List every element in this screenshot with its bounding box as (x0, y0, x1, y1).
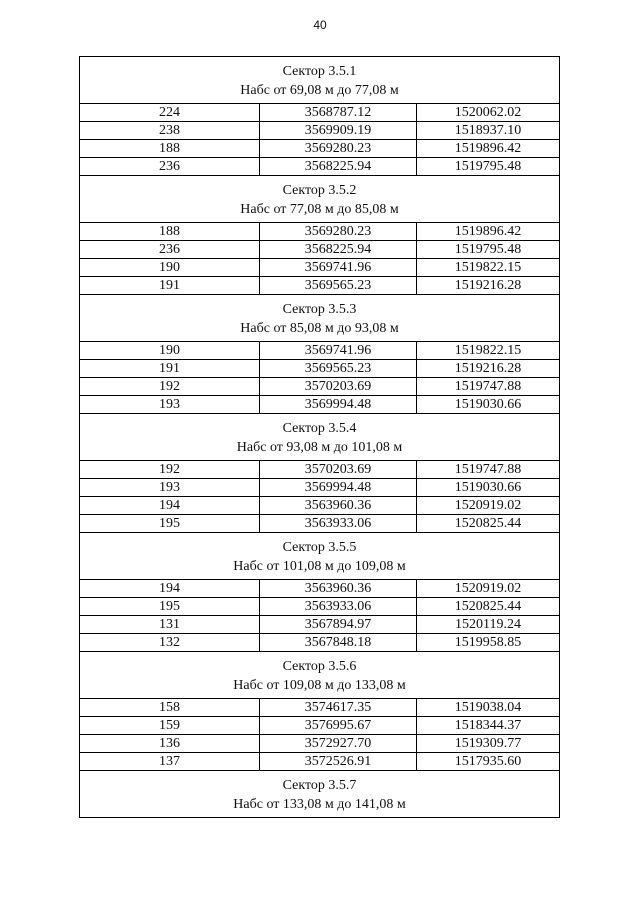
point-number-cell: 136 (80, 735, 260, 753)
x-coordinate-cell: 3568225.94 (260, 241, 417, 259)
table-row (80, 259, 560, 277)
x-coordinate-cell: 3570203.69 (260, 378, 417, 396)
sector-elevation-range: Набс от 69,08 м до 77,08 м (240, 82, 399, 98)
sector-elevation-range: Набс от 109,08 м до 133,08 м (233, 677, 406, 693)
table-row (80, 699, 560, 717)
sector-header (80, 771, 560, 818)
x-coordinate-cell: 3563933.06 (260, 598, 417, 616)
point-number-cell: 236 (80, 158, 260, 176)
x-coordinate-cell: 3569994.48 (260, 479, 417, 497)
sector-header-row (80, 414, 560, 461)
table-row (80, 753, 560, 771)
point-number-cell: 224 (80, 104, 260, 122)
x-coordinate-cell: 3568225.94 (260, 158, 417, 176)
y-coordinate-cell: 1518344.37 (417, 717, 560, 735)
x-coordinate-cell: 3569565.23 (260, 277, 417, 295)
table-row (80, 396, 560, 414)
sector-header-row (80, 652, 560, 699)
y-coordinate-cell: 1519030.66 (417, 396, 560, 414)
y-coordinate-cell: 1519747.88 (417, 378, 560, 396)
sector-header-row (80, 295, 560, 342)
sector-elevation-range: Набс от 93,08 м до 101,08 м (236, 439, 403, 455)
y-coordinate-cell: 1519038.04 (417, 699, 560, 717)
y-coordinate-cell: 1519216.28 (417, 360, 560, 378)
sector-header (80, 176, 560, 223)
x-coordinate-cell: 3569280.23 (260, 140, 417, 158)
point-number-cell: 195 (80, 515, 260, 533)
point-number-cell: 188 (80, 140, 260, 158)
y-coordinate-cell: 1517935.60 (417, 753, 560, 771)
table-row (80, 360, 560, 378)
y-coordinate-cell: 1520119.24 (417, 616, 560, 634)
table-row (80, 497, 560, 515)
point-number-cell: 236 (80, 241, 260, 259)
coordinates-table (79, 56, 560, 818)
sector-title: Сектор 3.5.7 (282, 777, 357, 793)
point-number-cell: 137 (80, 753, 260, 771)
x-coordinate-cell: 3569741.96 (260, 342, 417, 360)
table-row (80, 342, 560, 360)
point-number-cell: 188 (80, 223, 260, 241)
y-coordinate-cell: 1519795.48 (417, 241, 560, 259)
table-row (80, 122, 560, 140)
table-row (80, 241, 560, 259)
y-coordinate-cell: 1519896.42 (417, 223, 560, 241)
point-number-cell: 194 (80, 580, 260, 598)
point-number-cell: 191 (80, 277, 260, 295)
y-coordinate-cell: 1519822.15 (417, 342, 560, 360)
sector-header-row (80, 771, 560, 818)
y-coordinate-cell: 1520919.02 (417, 497, 560, 515)
table-row (80, 616, 560, 634)
table-row (80, 634, 560, 652)
sector-title: Сектор 3.5.6 (282, 658, 357, 674)
table-row (80, 735, 560, 753)
sector-title: Сектор 3.5.3 (282, 301, 357, 317)
sector-header (80, 57, 560, 104)
table-row (80, 277, 560, 295)
point-number-cell: 195 (80, 598, 260, 616)
x-coordinate-cell: 3570203.69 (260, 461, 417, 479)
y-coordinate-cell: 1520825.44 (417, 515, 560, 533)
x-coordinate-cell: 3567894.97 (260, 616, 417, 634)
x-coordinate-cell: 3569909.19 (260, 122, 417, 140)
page-number: 40 (313, 18, 327, 32)
y-coordinate-cell: 1519309.77 (417, 735, 560, 753)
sector-title: Сектор 3.5.4 (282, 420, 357, 436)
sector-header (80, 414, 560, 461)
x-coordinate-cell: 3569565.23 (260, 360, 417, 378)
x-coordinate-cell: 3567848.18 (260, 634, 417, 652)
table-row (80, 378, 560, 396)
x-coordinate-cell: 3572927.70 (260, 735, 417, 753)
point-number-cell: 194 (80, 497, 260, 515)
x-coordinate-cell: 3563933.06 (260, 515, 417, 533)
table-row (80, 158, 560, 176)
point-number-cell: 131 (80, 616, 260, 634)
table-row (80, 104, 560, 122)
point-number-cell: 238 (80, 122, 260, 140)
table-row (80, 717, 560, 735)
point-number-cell: 193 (80, 396, 260, 414)
sector-title: Сектор 3.5.5 (282, 539, 357, 555)
point-number-cell: 192 (80, 461, 260, 479)
x-coordinate-cell: 3568787.12 (260, 104, 417, 122)
sector-elevation-range: Набс от 101,08 м до 109,08 м (233, 558, 406, 574)
table-row (80, 461, 560, 479)
y-coordinate-cell: 1520919.02 (417, 580, 560, 598)
y-coordinate-cell: 1519795.48 (417, 158, 560, 176)
table-row (80, 580, 560, 598)
sector-header (80, 652, 560, 699)
y-coordinate-cell: 1519747.88 (417, 461, 560, 479)
sector-header-row (80, 533, 560, 580)
sector-title: Сектор 3.5.2 (282, 182, 357, 198)
sector-header-row (80, 176, 560, 223)
y-coordinate-cell: 1519896.42 (417, 140, 560, 158)
point-number-cell: 193 (80, 479, 260, 497)
table-row (80, 515, 560, 533)
point-number-cell: 192 (80, 378, 260, 396)
point-number-cell: 159 (80, 717, 260, 735)
table-row (80, 223, 560, 241)
sector-header (80, 295, 560, 342)
table-row (80, 140, 560, 158)
y-coordinate-cell: 1518937.10 (417, 122, 560, 140)
x-coordinate-cell: 3574617.35 (260, 699, 417, 717)
coordinates-table-body (80, 57, 560, 818)
sector-title: Сектор 3.5.1 (282, 63, 357, 79)
y-coordinate-cell: 1520825.44 (417, 598, 560, 616)
sector-header-row (80, 57, 560, 104)
x-coordinate-cell: 3563960.36 (260, 580, 417, 598)
x-coordinate-cell: 3569741.96 (260, 259, 417, 277)
y-coordinate-cell: 1519216.28 (417, 277, 560, 295)
x-coordinate-cell: 3569280.23 (260, 223, 417, 241)
point-number-cell: 132 (80, 634, 260, 652)
sector-elevation-range: Набс от 133,08 м до 141,08 м (233, 796, 406, 812)
x-coordinate-cell: 3576995.67 (260, 717, 417, 735)
x-coordinate-cell: 3569994.48 (260, 396, 417, 414)
point-number-cell: 191 (80, 360, 260, 378)
x-coordinate-cell: 3572526.91 (260, 753, 417, 771)
y-coordinate-cell: 1519030.66 (417, 479, 560, 497)
y-coordinate-cell: 1520062.02 (417, 104, 560, 122)
sector-elevation-range: Набс от 85,08 м до 93,08 м (240, 320, 399, 336)
point-number-cell: 190 (80, 342, 260, 360)
x-coordinate-cell: 3563960.36 (260, 497, 417, 515)
point-number-cell: 190 (80, 259, 260, 277)
point-number-cell: 158 (80, 699, 260, 717)
sector-elevation-range: Набс от 77,08 м до 85,08 м (240, 201, 399, 217)
table-row (80, 479, 560, 497)
y-coordinate-cell: 1519822.15 (417, 259, 560, 277)
y-coordinate-cell: 1519958.85 (417, 634, 560, 652)
sector-header (80, 533, 560, 580)
table-row (80, 598, 560, 616)
